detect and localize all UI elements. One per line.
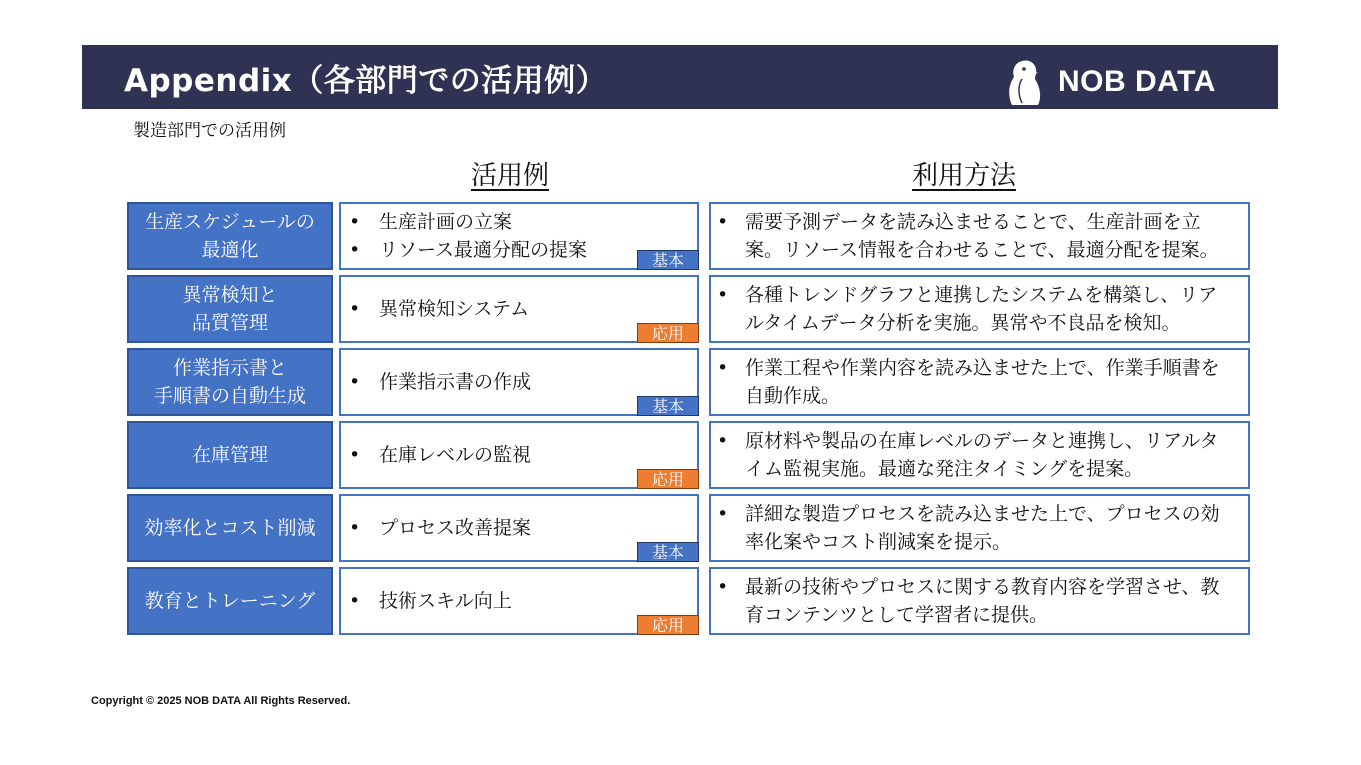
- usage-cell: [709, 275, 1250, 343]
- slide-title: Appendix（各部門での活用例）: [124, 63, 608, 99]
- category-label-line: 在庫管理: [191, 444, 268, 466]
- table-row: [127, 275, 1234, 343]
- penguin-icon: [1002, 57, 1046, 105]
- example-item: • 技術スキル向上: [349, 587, 697, 615]
- table-row: [127, 348, 1234, 416]
- example-cell: [339, 421, 699, 489]
- category-label-line: 最適化: [201, 239, 259, 261]
- category-label-line: 教育とトレーニング: [144, 590, 316, 612]
- example-item: • プロセス改善提案: [349, 514, 697, 542]
- basic-badge: 基本: [637, 396, 699, 416]
- usage-cell: [709, 421, 1250, 489]
- usage-text: • 詳細な製造プロセスを読み込ませた上で、プロセスの効率化案やコスト削減案を提示。: [745, 500, 1225, 556]
- usage-cell: [709, 202, 1250, 270]
- example-cell: [339, 202, 699, 270]
- category-cell: [127, 348, 333, 416]
- example-item: • 作業指示書の作成: [349, 368, 697, 396]
- category-cell: [127, 421, 333, 489]
- section-subtitle: 製造部門での活用例: [133, 121, 286, 141]
- category-label-line: 効率化とコスト削減: [144, 517, 316, 539]
- applied-badge: 応用: [637, 469, 699, 489]
- example-item: • 生産計画の立案: [349, 208, 697, 236]
- category-cell: [127, 494, 333, 562]
- example-item: • 在庫レベルの監視: [349, 441, 697, 469]
- usage-cell: [709, 567, 1250, 635]
- category-label-line: 手順書の自動生成: [153, 385, 306, 407]
- example-item: • 異常検知システム: [349, 295, 697, 323]
- usage-heading: 利用方法: [912, 161, 1017, 191]
- table-row: [127, 421, 1234, 489]
- applied-badge: 応用: [637, 615, 699, 635]
- example-cell: [339, 567, 699, 635]
- category-cell: [127, 567, 333, 635]
- example-cell: [339, 494, 699, 562]
- category-cell: [127, 202, 333, 270]
- category-label-line: 異常検知と: [182, 284, 278, 306]
- basic-badge: 基本: [637, 542, 699, 562]
- category-label-line: 生産スケジュールの: [145, 211, 315, 233]
- usecase-table: [127, 202, 1234, 640]
- basic-badge: 基本: [637, 250, 699, 270]
- usage-text: • 原材料や製品の在庫レベルのデータと連携し、リアルタイム監視実施。最適な発注タイミングを提案。: [745, 427, 1225, 483]
- usage-text: • 最新の技術やプロセスに関する教育内容を学習させ、教育コンテンツとして学習者に提供。: [745, 573, 1225, 629]
- example-cell: [339, 275, 699, 343]
- usage-cell: [709, 494, 1250, 562]
- example-item: • リソース最適分配の提案: [349, 236, 697, 264]
- table-row: [127, 202, 1234, 270]
- usage-text: • 作業工程や作業内容を読み込ませた上で、作業手順書を自動作成。: [745, 354, 1225, 410]
- logo-text: NOB DATA: [1058, 65, 1216, 98]
- category-label-line: 品質管理: [191, 312, 268, 334]
- category-label-line: 作業指示書と: [172, 357, 287, 379]
- usage-cell: [709, 348, 1250, 416]
- applied-badge: 応用: [637, 323, 699, 343]
- copyright: Copyright © 2025 NOB DATA All Rights Reserved.: [91, 695, 351, 707]
- slide-header: [82, 45, 1278, 109]
- examples-heading: 活用例: [471, 161, 550, 191]
- category-cell: [127, 275, 333, 343]
- usage-text: • 各種トレンドグラフと連携したシステムを構築し、リアルタイムデータ分析を実施。異常や不良品を検知。: [745, 281, 1225, 337]
- table-row: [127, 567, 1234, 635]
- table-row: [127, 494, 1234, 562]
- usage-text: • 需要予測データを読み込ませることで、生産計画を立案。リソース情報を合わせることで、最適分配を提案。: [745, 208, 1225, 264]
- example-cell: [339, 348, 699, 416]
